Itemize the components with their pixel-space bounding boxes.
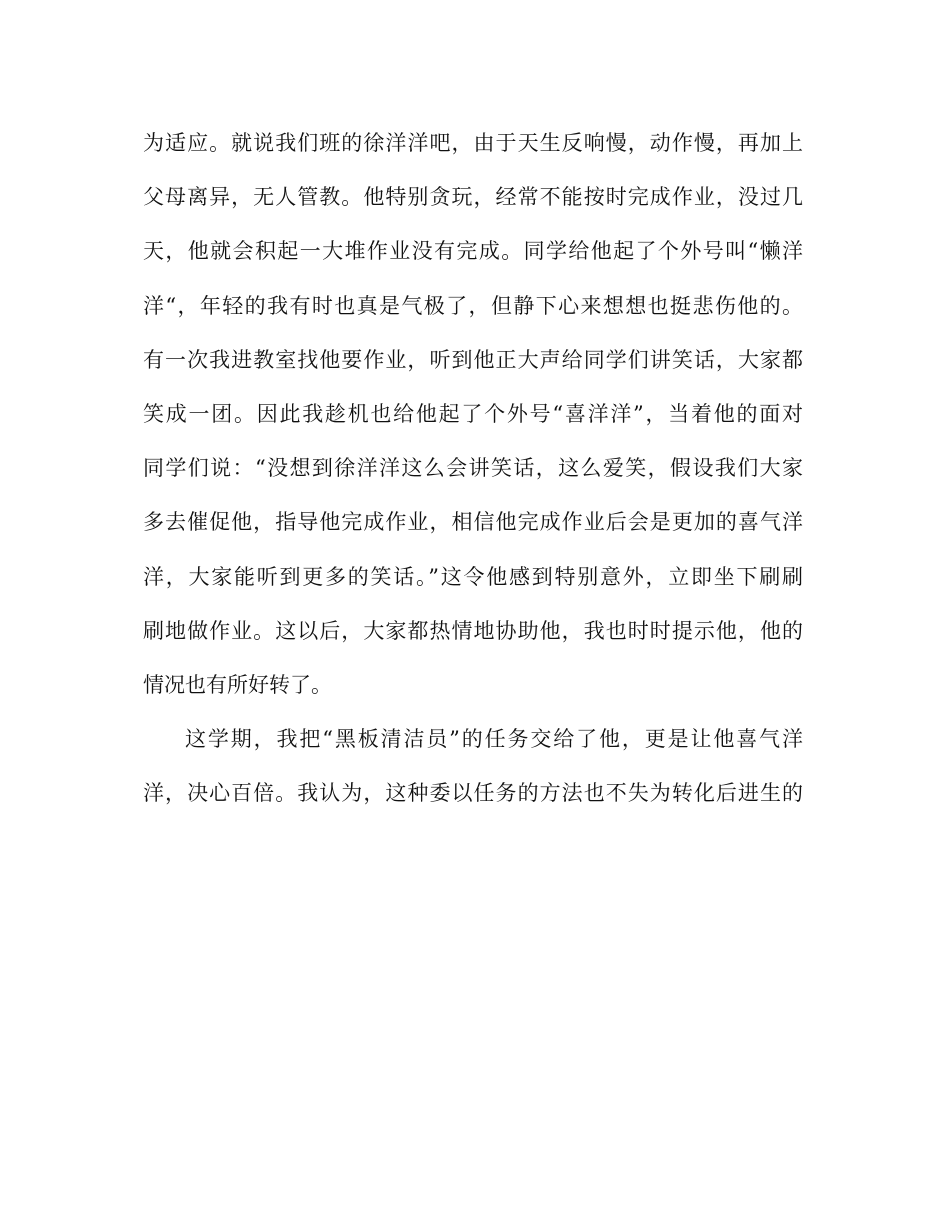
text-line: 笑成一团。因此我趁机也给他起了个外号“喜洋洋”，当着他的面对 <box>143 401 803 426</box>
text-line: 洋，决心百倍。我认为，这种委以任务的方法也不失为转化后进生的 <box>143 781 803 806</box>
paragraph-start-line: 这学期，我把“黑板清洁员”的任务交给了他，更是让他喜气洋 <box>185 727 803 752</box>
text-line: 多去催促他，指导他完成作业，相信他完成作业后会是更加的喜气洋 <box>143 510 803 535</box>
text-line: 洋，大家能听到更多的笑话。”这令他感到特别意外，立即坐下刷刷 <box>143 564 803 589</box>
text-line: 父母离异，无人管教。他特别贪玩，经常不能按时完成作业，没过几 <box>143 185 803 210</box>
text-line: 天，他就会积起一大堆作业没有完成。同学给他起了个外号叫“懒洋 <box>143 239 803 264</box>
text-line: 刷地做作业。这以后，大家都热情地协助他，我也时时提示他，他的 <box>143 618 803 643</box>
body-text <box>143 120 803 824</box>
text-line: 有一次我进教室找他要作业，听到他正大声给同学们讲笑话，大家都 <box>143 347 803 372</box>
text-line: 为适应。就说我们班的徐洋洋吧，由于天生反响慢，动作慢，再加上 <box>143 131 803 155</box>
text-line: 洋“，年轻的我有时也真是气极了，但静下心来想想也挺悲伤他的。 <box>143 293 803 318</box>
text-line: 同学们说：“没想到徐洋洋这么会讲笑话，这么爱笑，假设我们大家 <box>143 456 803 481</box>
paragraph-end-line: 情况也有所好转了。 <box>143 672 332 697</box>
